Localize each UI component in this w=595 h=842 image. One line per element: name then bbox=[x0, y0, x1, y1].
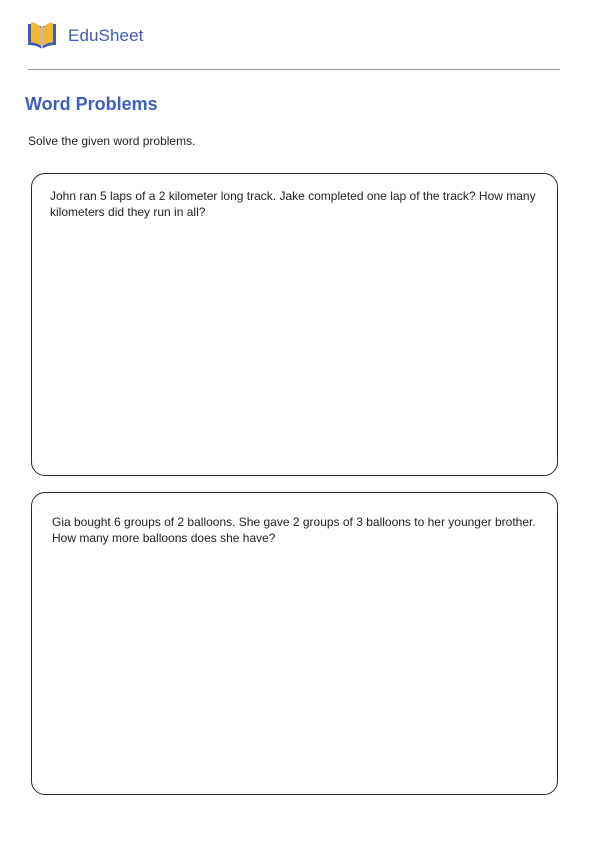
problem-box-1[interactable] bbox=[31, 173, 558, 476]
page-title: Word Problems bbox=[25, 94, 158, 114]
problem-box-2[interactable] bbox=[31, 492, 558, 795]
header bbox=[26, 20, 143, 52]
header-divider bbox=[28, 69, 560, 70]
instructions: Solve the given word problems. bbox=[28, 134, 196, 148]
brand-name: EduSheet bbox=[68, 26, 144, 45]
problem-text-2: Gia bought 6 groups of 2 balloons. She gave 2 groups of 3 balloons to her younger brother. How many more balloons does she have? bbox=[52, 515, 536, 545]
open-book-icon bbox=[26, 21, 58, 51]
problem-text-1: John ran 5 laps of a 2 kilometer long track. Jake completed one lap of the track? How many kilometers did they run in all? bbox=[50, 189, 536, 219]
